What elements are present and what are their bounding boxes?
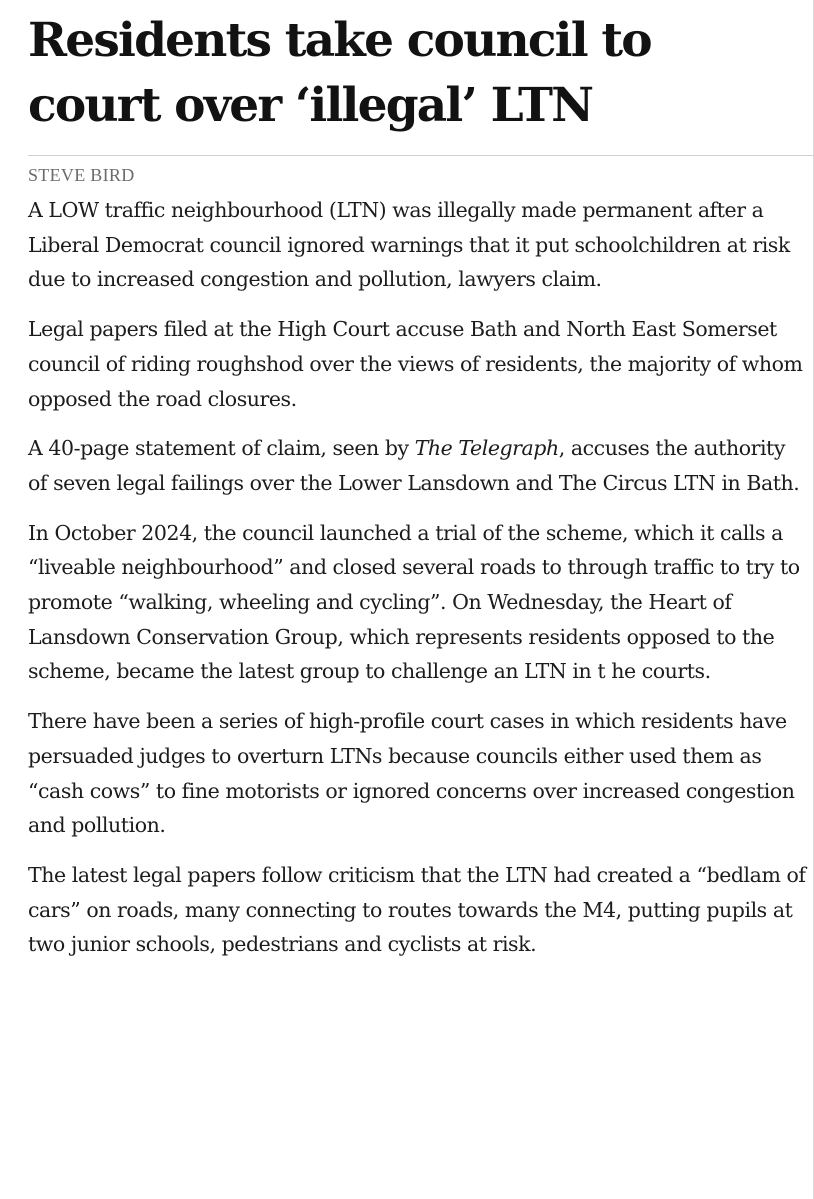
article-paragraph-1: A LOW traffic neighbourhood (LTN) was illegally made permanent after a Liberal Democrat council ignored warnings that it put schoolchildren at risk due to increased congestion and pollution, lawyers claim. [28, 198, 790, 292]
article-paragraph-6: The latest legal papers follow criticism that the LTN had created a “bedlam of cars” on roads, many connecting to routes towards the M4, putting pupils at two junior schools, pedestrians and cyclists at risk. [28, 862, 806, 957]
article-paragraph-2: Legal papers filed at the High Court accuse Bath and North East Somerset council of riding roughshod over the views of residents, the majority of whom opposed the road closures. [28, 317, 803, 411]
article-paragraph-3 [28, 431, 808, 500]
article-headline: Residents take council to court over ‘illegal’ LTN [28, 13, 651, 133]
article-body [28, 193, 808, 977]
paragraph-text: , accuses the authority of seven legal failings over the Lower Lansdown and The Circus LTN in Bath. [28, 436, 800, 495]
byline-divider [28, 155, 814, 156]
article-paragraph-5: There have been a series of high-profile court cases in which residents have persuaded judges to overturn LTNs because councils either used them as “cash cows” to fine motorists or ignored concerns over increased congestion and pollution. [28, 709, 795, 838]
article-paragraph-4: In October 2024, the council launched a trial of the scheme, which it calls a “liveable neighbourhood” and closed several roads to through traffic to try to promote “walking, wheeling and cycling”. On Wednesday, the Heart of Lansdown Conservation Group, which represents residents opposed to the scheme, became the latest group to challenge an LTN in t he courts. [28, 520, 800, 684]
article-byline: STEVE BIRD [28, 165, 135, 185]
paragraph-text: A 40-page statement of claim, seen by [28, 436, 415, 461]
publication-name: The Telegraph [414, 436, 559, 461]
